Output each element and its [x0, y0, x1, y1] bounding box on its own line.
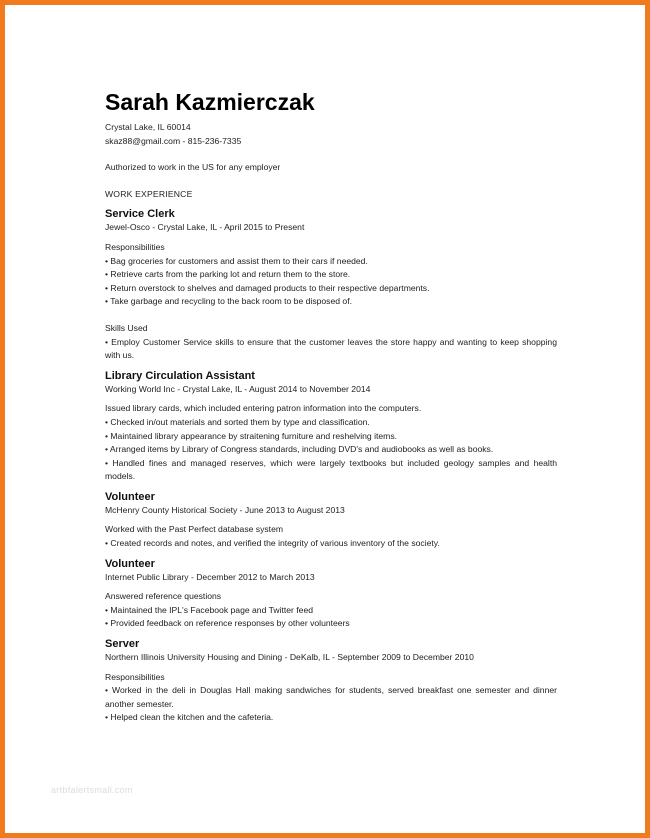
job-employer: Internet Public Library - December 2012 to March 2013	[105, 571, 315, 582]
job-bullet: • Maintained library appearance by straitening furniture and reshelving items.	[105, 430, 398, 441]
job-intro: Answered reference questions	[105, 591, 222, 602]
job-employer: McHenry County Historical Society - June 2013 to August 2013	[105, 504, 345, 515]
job-entry	[105, 557, 557, 631]
job-title: Service Clerk	[105, 208, 175, 221]
job-bullet: • Return overstock to shelves and damaged products to their respective departments.	[105, 282, 430, 293]
job-bullet: • Worked in the deli in Douglas Hall making sandwiches for students, served breakfast one semester and dinner another semester.	[105, 685, 557, 709]
skills-text: • Employ Customer Service skills to ensure that the customer leaves the store happy and wanting to keep shopping with us.	[105, 336, 557, 361]
job-bullet: • Retrieve carts from the parking lot and return them to the store.	[105, 269, 351, 280]
job-entry	[105, 207, 557, 362]
work-authorization: Authorized to work in the US for any employer	[105, 162, 281, 173]
job-bullet: • Helped clean the kitchen and the cafeteria.	[105, 712, 274, 723]
job-intro: Worked with the Past Perfect database system	[105, 524, 284, 535]
candidate-location: Crystal Lake, IL 60014	[105, 122, 191, 132]
candidate-name: Sarah Kazmierczak	[105, 89, 315, 115]
job-intro: Responsibilities	[105, 671, 165, 682]
job-entry	[105, 637, 557, 725]
skills-label: Skills Used	[105, 322, 148, 333]
job-entry	[105, 369, 557, 484]
job-bullet: • Arranged items by Library of Congress standards, including DVD's and audiobooks as well as books.	[105, 444, 494, 455]
job-entry	[105, 490, 557, 551]
watermark-text: artbfalertsmall.com	[51, 785, 133, 795]
candidate-contact: skaz88@gmail.com - 815-236-7335	[105, 135, 242, 146]
job-bullet: • Created records and notes, and verified the integrity of various inventory of the society.	[105, 538, 440, 549]
job-intro: Responsibilities	[105, 241, 165, 252]
job-bullet: • Checked in/out materials and sorted them by type and classification.	[105, 416, 370, 427]
job-bullet: • Take garbage and recycling to the back room to be disposed of.	[105, 296, 352, 307]
job-title: Volunteer	[105, 557, 155, 570]
job-title: Library Circulation Assistant	[105, 369, 255, 382]
section-title-work-experience: WORK EXPERIENCE	[105, 188, 193, 199]
job-title: Server	[105, 638, 140, 651]
job-title: Volunteer	[105, 490, 155, 503]
job-employer: Northern Illinois University Housing and Dining - DeKalb, IL - September 2009 to December 2010	[105, 652, 474, 663]
job-bullet: • Maintained the IPL's Facebook page and Twitter feed	[105, 604, 314, 615]
resume-page	[105, 88, 557, 725]
job-bullet: • Bag groceries for customers and assist them to their cars if needed.	[105, 255, 368, 266]
job-bullet: • Handled fines and managed reserves, which were largely textbooks but included geology samples and health models.	[105, 457, 557, 482]
job-employer: Working World Inc - Crystal Lake, IL - August 2014 to November 2014	[105, 383, 371, 394]
job-bullet: • Provided feedback on reference responses by other volunteers	[105, 618, 350, 629]
job-intro: Issued library cards, which included entering patron information into the computers.	[105, 403, 422, 414]
job-employer: Jewel-Osco - Crystal Lake, IL - April 2015 to Present	[105, 222, 305, 233]
